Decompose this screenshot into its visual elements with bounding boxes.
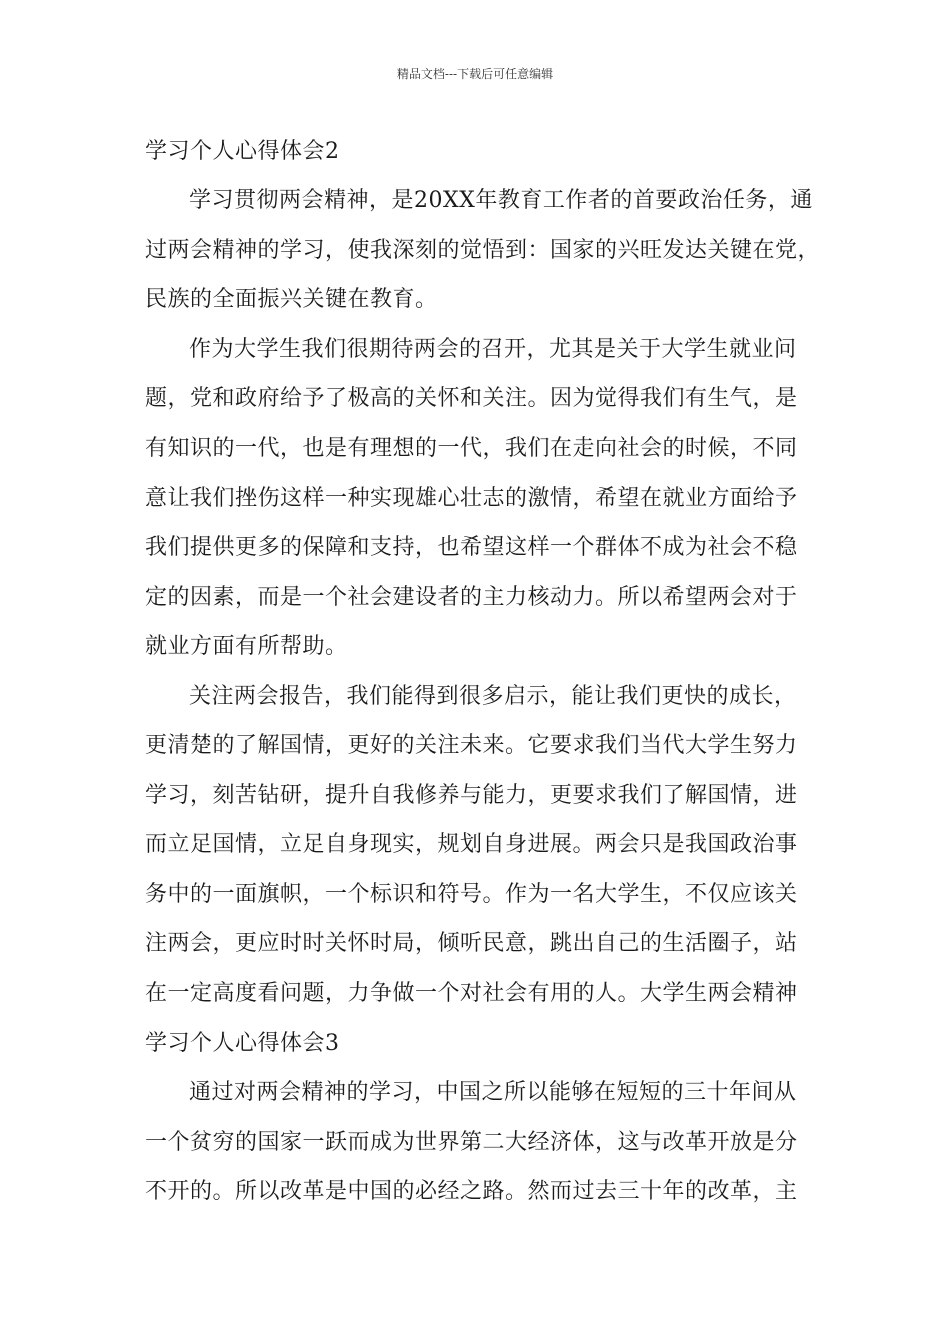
text-line: 在一定高度看问题，力争做一个对社会有用的人。大学生两会精神 [145, 981, 798, 1006]
text-line: 题，党和政府给予了极高的关怀和关注。因为觉得我们有生气，是 [145, 386, 798, 411]
text-line: 而立足国情，立足自身现实，规划自身进展。两会只是我国政治事 [145, 832, 798, 857]
text-line: 我们提供更多的保障和支持，也希望这样一个群体不成为社会不稳 [145, 535, 798, 560]
text-line: 过两会精神的学习，使我深刻的觉悟到：国家的兴旺发达关键在党， [145, 238, 821, 263]
text-line: 民族的全面振兴关键在教育。 [145, 287, 438, 312]
text-line: 学习贯彻两会精神，是20XX年教育工作者的首要政治任务，通 [189, 188, 813, 213]
text-line: 有知识的一代，也是有理想的一代，我们在走向社会的时候，不同 [145, 436, 798, 461]
text-line: 注两会，更应时时关怀时局，倾听民意，跳出自己的生活圈子，站 [145, 931, 798, 956]
page-header: 精品文档---下载后可任意编辑 [396, 67, 554, 81]
text-line: 更清楚的了解国情，更好的关注未来。它要求我们当代大学生努力 [145, 733, 798, 758]
text-line: 通过对两会精神的学习，中国之所以能够在短短的三十年间从 [189, 1080, 797, 1105]
section-heading: 学习个人心得体会2 [145, 139, 340, 164]
text-line: 就业方面有所帮助。 [145, 634, 348, 659]
text-line: 作为大学生我们很期待两会的召开，尤其是关于大学生就业问 [189, 337, 797, 362]
section-heading: 学习个人心得体会3 [145, 1031, 340, 1056]
text-line: 学习，刻苦钻研，提升自我修养与能力，更要求我们了解国情，进 [145, 783, 798, 808]
text-line: 意让我们挫伤这样一种实现雄心壮志的激情，希望在就业方面给予 [145, 486, 798, 511]
text-line: 关注两会报告，我们能得到很多启示，能让我们更快的成长， [189, 684, 797, 709]
text-line: 务中的一面旗帜，一个标识和符号。作为一名大学生，不仅应该关 [145, 882, 798, 907]
text-line: 一个贫穷的国家一跃而成为世界第二大经济体，这与改革开放是分 [145, 1130, 798, 1155]
text-line: 不开的。所以改革是中国的必经之路。然而过去三十年的改革，主 [145, 1179, 798, 1204]
text-line: 定的因素，而是一个社会建设者的主力核动力。所以希望两会对于 [145, 585, 798, 610]
